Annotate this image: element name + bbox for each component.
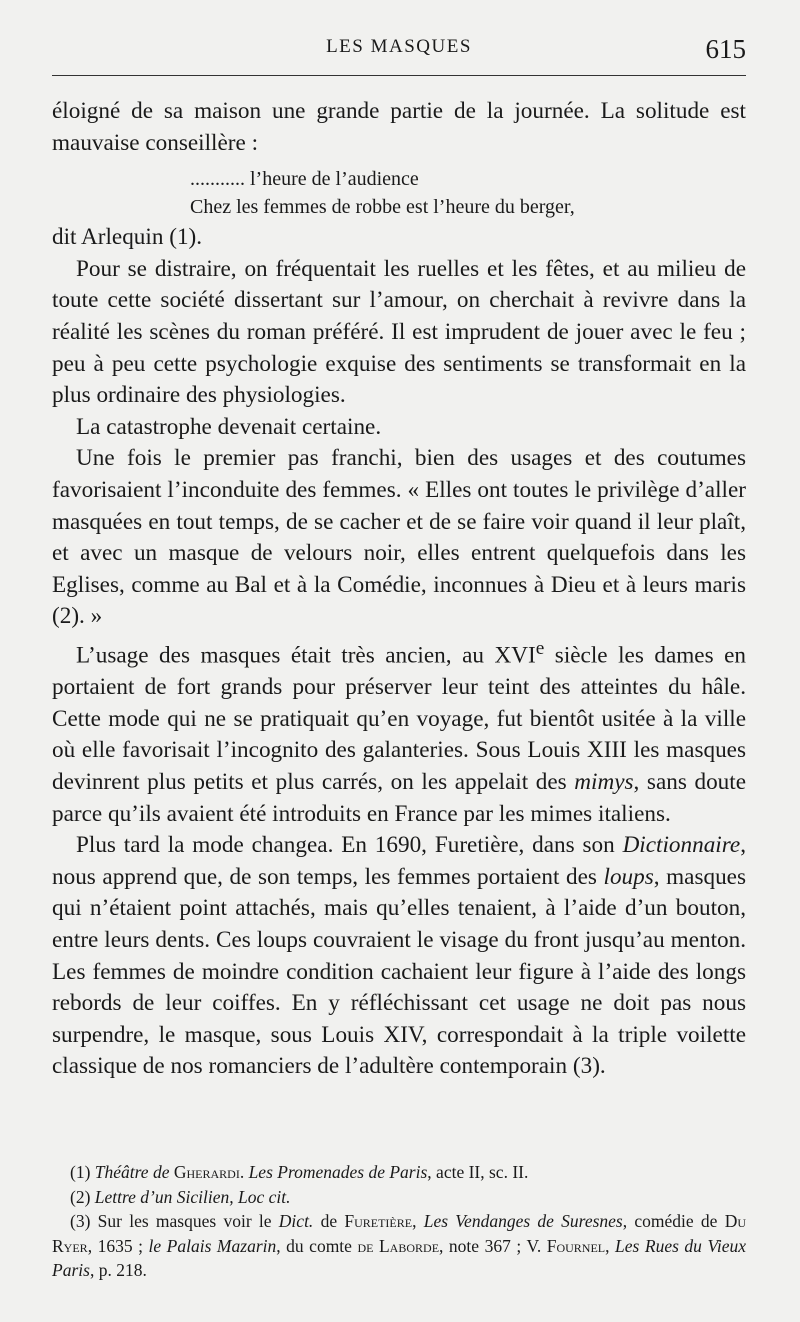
italic-term: Lettre d’un Sicilien, Loc cit. bbox=[94, 1186, 291, 1207]
paragraph: Une fois le premier pas franchi, bien des usages et des coutumes favorisaient l’inconduite des femmes. « Elles ont toutes le privilège d’aller masquées en tout temps, de se cacher et de se faire voir quand il leur plaît, et avec un masque de velours noir, elles entrent quelquefois dans les Eglises, comme au Bal et à la Comédie, inconnues à Dieu et à leurs maris (2). » bbox=[52, 445, 746, 630]
text-run: (3) Sur les masques voir le bbox=[70, 1211, 279, 1231]
text-run: , nous apprend que, de son temps, les femmes portaient des bbox=[52, 832, 746, 890]
italic-term: Les Rues du Vieux Paris bbox=[52, 1235, 746, 1280]
paragraph bbox=[52, 633, 746, 830]
text-run: L’usage des masques était très ancien, au XVI bbox=[76, 642, 536, 669]
footnote bbox=[52, 1160, 746, 1185]
verse-line: ........... l’heure de l’audience bbox=[190, 168, 419, 191]
author-name: Furetière bbox=[344, 1211, 413, 1231]
text-run: , bbox=[605, 1235, 616, 1256]
paragraph bbox=[52, 830, 746, 1083]
text-run: , comédie de bbox=[622, 1211, 725, 1231]
text-run: , note 367 ; V. bbox=[439, 1235, 547, 1256]
author-name: Fournel bbox=[546, 1235, 606, 1256]
text-run: , acte II, sc. II. bbox=[427, 1162, 529, 1182]
italic-term: Théâtre de bbox=[94, 1162, 170, 1182]
paragraph: Pour se distraire, on fréquentait les ruelles et les fêtes, et au milieu de toute cette société dissertant sur l’amour, on cherchait à revivre dans la réalité les scènes du roman préféré. Il est imprudent de jouer avec le feu ; peu à peu cette psychologie exquise des sentiments se transformait en la plus ordinaire des physiologies. bbox=[52, 255, 746, 409]
text-run: (2) bbox=[70, 1186, 95, 1207]
text-run: Plus tard la mode changea. En 1690, Furetière, dans son bbox=[76, 832, 623, 859]
italic-term: le Palais Mazarin bbox=[148, 1235, 277, 1256]
text-run: , sans doute parce qu’ils avaient été introduits en France par les mimes italiens. bbox=[52, 769, 746, 827]
page-number: 615 bbox=[705, 34, 746, 64]
author-name: Gherardi. bbox=[169, 1162, 249, 1182]
author-name: de Laborde bbox=[357, 1235, 440, 1256]
footnotes bbox=[52, 1160, 746, 1283]
italic-term: Dictionnaire bbox=[622, 832, 741, 859]
text-run: , masques qui n’étaient point attachés, mais qu’elles tenaient, à l’aide d’un bouton, entre leurs dents. Ces loups couvraient le visage du front jusqu’au menton. Les femmes de moindre condition cachaient leur figure à l’aide des longs rebords de leur coiffes. En y réfléchissant cet usage ne doit pas nous surpendre, le masque, sous Louis XIV, correspondait à la triple voilette classique de nos romanciers de l’adultère contemporain (3). bbox=[52, 863, 746, 1080]
text-run: , bbox=[412, 1211, 424, 1231]
text-run: (1) bbox=[70, 1162, 95, 1182]
paragraph: éloigné de sa maison une grande partie de la journée. La solitude est mauvaise conseillère : bbox=[52, 98, 746, 156]
superscript: e bbox=[535, 637, 545, 659]
text-run: , du comte bbox=[276, 1235, 358, 1256]
main-text bbox=[52, 96, 746, 1083]
italic-term: Les Promenades de Paris bbox=[248, 1162, 428, 1182]
paragraph: dit Arlequin (1). bbox=[52, 224, 203, 251]
italic-term: Dict. bbox=[278, 1211, 314, 1231]
author-name: Du Ryer bbox=[52, 1211, 747, 1256]
running-header bbox=[52, 34, 746, 68]
verse-line: Chez les femmes de robbe est l’heure du berger, bbox=[190, 196, 575, 219]
text-run: de bbox=[313, 1211, 345, 1231]
italic-term: loups bbox=[603, 863, 654, 890]
text-run: , 1635 ; bbox=[87, 1235, 149, 1256]
footnote bbox=[52, 1185, 746, 1210]
paragraph: La catastrophe devenait certaine. bbox=[76, 413, 382, 440]
running-title: LES MASQUES bbox=[326, 36, 472, 57]
footnote bbox=[52, 1209, 746, 1283]
text-run: siècle les dames en portaient de fort grands pour préserver leur teint des atteintes du hâle. Cette mode qui ne se pratiquait qu’en voyage, fut bientôt usitée à la ville où elle favorisait l’incognito des galanteries. Sous Louis XIII les masques devinrent plus petits et plus carrés, on les appelait des bbox=[52, 642, 746, 796]
text-run: , p. 218. bbox=[89, 1260, 147, 1280]
italic-term: mimys bbox=[574, 769, 634, 796]
header-rule bbox=[52, 75, 746, 76]
italic-term: Les Vendanges de Suresnes bbox=[423, 1211, 623, 1231]
